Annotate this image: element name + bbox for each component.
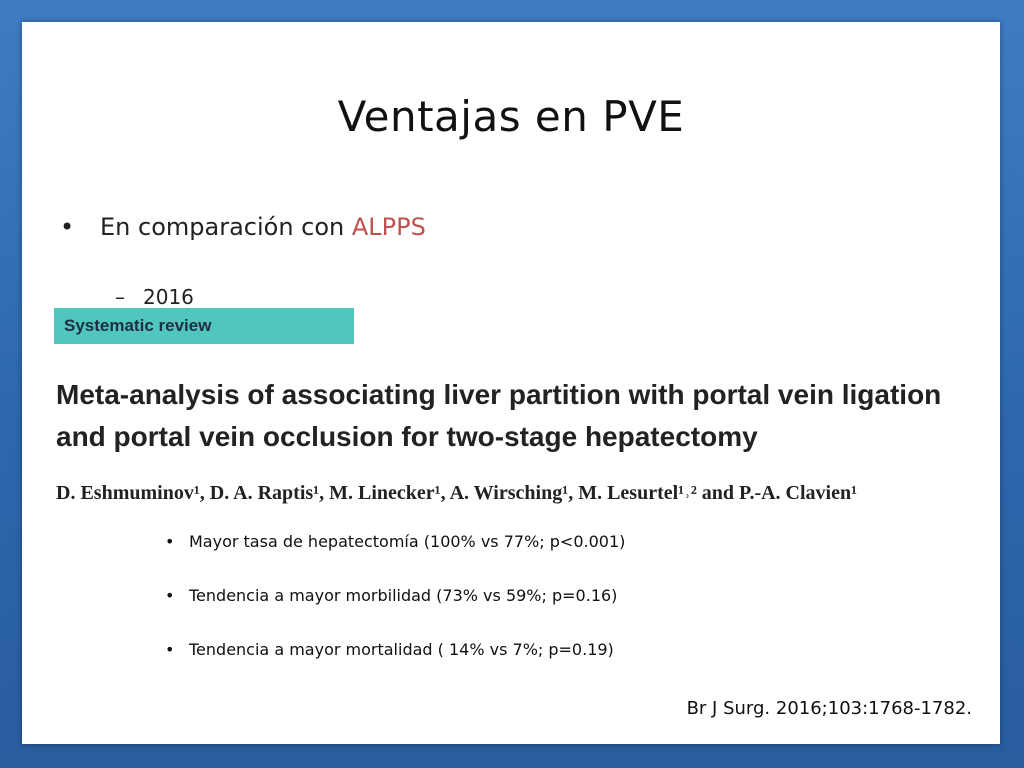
finding-bullet: • xyxy=(165,586,175,605)
findings-list xyxy=(165,532,625,694)
slide xyxy=(22,22,1000,744)
finding-text: Mayor tasa de hepatectomía (100% vs 77%; p<0.001) xyxy=(189,532,626,551)
citation: Br J Surg. 2016;103:1768-1782. xyxy=(686,698,972,719)
sub-bullet-text: 2016 xyxy=(143,285,194,308)
paper-title: Meta-analysis of associating liver partition with portal vein ligation and portal vein occlusion for two-stage hepatectomy xyxy=(56,379,942,452)
sub-bullet-dash: – xyxy=(115,285,125,308)
finding-text: Tendencia a mayor mortalidad ( 14% vs 7%; p=0.19) xyxy=(189,640,614,659)
sub-bullet xyxy=(115,285,194,308)
bullet-text: En comparación con xyxy=(100,213,352,241)
bullet-highlight: ALPPS xyxy=(351,213,426,241)
finding-bullet: • xyxy=(165,640,175,659)
bullet-dot: • xyxy=(60,213,75,241)
paper-authors: D. Eshmuminov¹, D. A. Raptis¹, M. Linecker¹, A. Wirsching¹, M. Lesurtel¹˒² and P.-A. Clavien¹ xyxy=(56,482,858,504)
paper-excerpt xyxy=(54,308,1000,518)
main-bullet xyxy=(60,213,426,241)
systematic-review-banner: Systematic review xyxy=(54,308,354,344)
finding-item xyxy=(165,640,625,694)
finding-item xyxy=(165,532,625,586)
finding-item xyxy=(165,586,625,640)
finding-bullet: • xyxy=(165,532,175,551)
slide-title: Ventajas en PVE xyxy=(337,92,685,141)
finding-text: Tendencia a mayor morbilidad (73% vs 59%; p=0.16) xyxy=(189,586,618,605)
